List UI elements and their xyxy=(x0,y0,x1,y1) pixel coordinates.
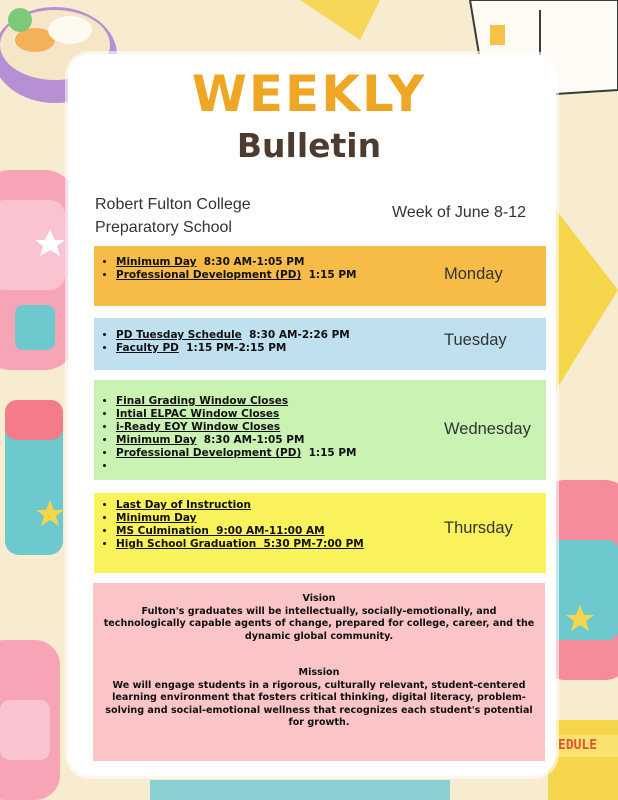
day-block-wednesday xyxy=(94,380,546,480)
day-name-tuesday: Tuesday xyxy=(444,331,507,349)
day-block-monday xyxy=(94,246,546,306)
event-link[interactable]: PD Tuesday Schedule xyxy=(116,329,242,341)
list-item xyxy=(116,460,357,473)
week-label: Week of June 8-12 xyxy=(392,204,527,221)
list-item xyxy=(116,395,357,408)
event-link[interactable]: Faculty PD xyxy=(116,342,179,354)
event-link[interactable]: Final Grading Window Closes xyxy=(116,395,289,407)
backpack-icon-2 xyxy=(0,640,60,800)
list-item xyxy=(116,512,364,525)
title-bulletin: Bulletin xyxy=(236,126,382,165)
list-item: • Minimum Day 8:30 AM-1:05 PM xyxy=(116,256,357,269)
list-item: • Faculty PD 1:15 PM-2:15 PM xyxy=(116,342,350,355)
list-item: • PD Tuesday Schedule 8:30 AM-2:26 PM xyxy=(116,329,350,342)
event-link[interactable]: Minimum Day xyxy=(116,512,197,524)
backpack-icon xyxy=(0,170,75,370)
day-name-monday: Monday xyxy=(444,265,503,283)
school-name-line2: Preparatory School xyxy=(95,219,232,236)
event-link[interactable]: Professional Development (PD) xyxy=(116,269,302,281)
mission-text: We will engage students in a rigorous, culturally relevant, student-centered learning environment that fosters critical thinking, digital literacy, problem-solving and social-emotional wellness that recognizes each student's potential for growth. xyxy=(105,679,533,728)
list-item: • Professional Development (PD) 1:15 PM xyxy=(116,447,357,460)
day-name-wednesday: Wednesday xyxy=(444,420,531,438)
mission-section xyxy=(93,643,545,730)
tuesday-list xyxy=(94,329,350,355)
event-link[interactable]: Intial ELPAC Window Closes xyxy=(116,408,280,420)
list-item xyxy=(116,538,364,551)
event-link[interactable]: Minimum Day xyxy=(116,256,197,268)
list-item: • Professional Development (PD) 1:15 PM xyxy=(116,269,357,282)
list-item: • Minimum Day 8:30 AM-1:05 PM xyxy=(116,434,357,447)
triangle-ruler-icon-2 xyxy=(556,210,618,390)
title-weekly: WEEKLY xyxy=(191,65,427,123)
event-link[interactable]: i-Ready EOY Window Closes xyxy=(116,421,281,433)
list-item xyxy=(116,499,364,512)
schedule-board-icon xyxy=(548,720,618,800)
event-link[interactable]: MS Culmination 9:00 AM-11:00 AM xyxy=(116,525,325,537)
event-link[interactable]: Last Day of Instruction xyxy=(116,499,251,511)
list-item xyxy=(116,408,357,421)
day-block-tuesday xyxy=(94,318,546,370)
triangle-ruler-icon xyxy=(300,0,380,40)
vision-mission-box xyxy=(93,583,545,761)
day-block-thursday xyxy=(94,493,546,573)
schedule-fragment: EDULE xyxy=(558,738,598,753)
monday-list xyxy=(94,256,357,282)
vision-heading: Vision xyxy=(302,593,336,604)
event-link[interactable]: Minimum Day xyxy=(116,434,197,446)
school-name-line1: Robert Fulton College xyxy=(95,196,251,213)
wednesday-list xyxy=(94,395,357,473)
list-item xyxy=(116,525,364,538)
event-link[interactable]: Professional Development (PD) xyxy=(116,447,302,459)
vision-text: Fulton's graduates will be intellectually, socially-emotionally, and technologically capable agents of change, prepared for college, career, and the dynamic global community. xyxy=(103,605,535,642)
bottle-icon xyxy=(5,400,64,555)
day-name-thursday: Thursday xyxy=(444,519,513,537)
school-name xyxy=(95,193,295,239)
vision-section xyxy=(93,583,545,643)
list-item xyxy=(116,421,357,434)
mission-heading: Mission xyxy=(298,667,340,678)
thursday-list xyxy=(94,499,364,551)
event-link[interactable]: High School Graduation 5:30 PM-7:00 PM xyxy=(116,538,364,550)
